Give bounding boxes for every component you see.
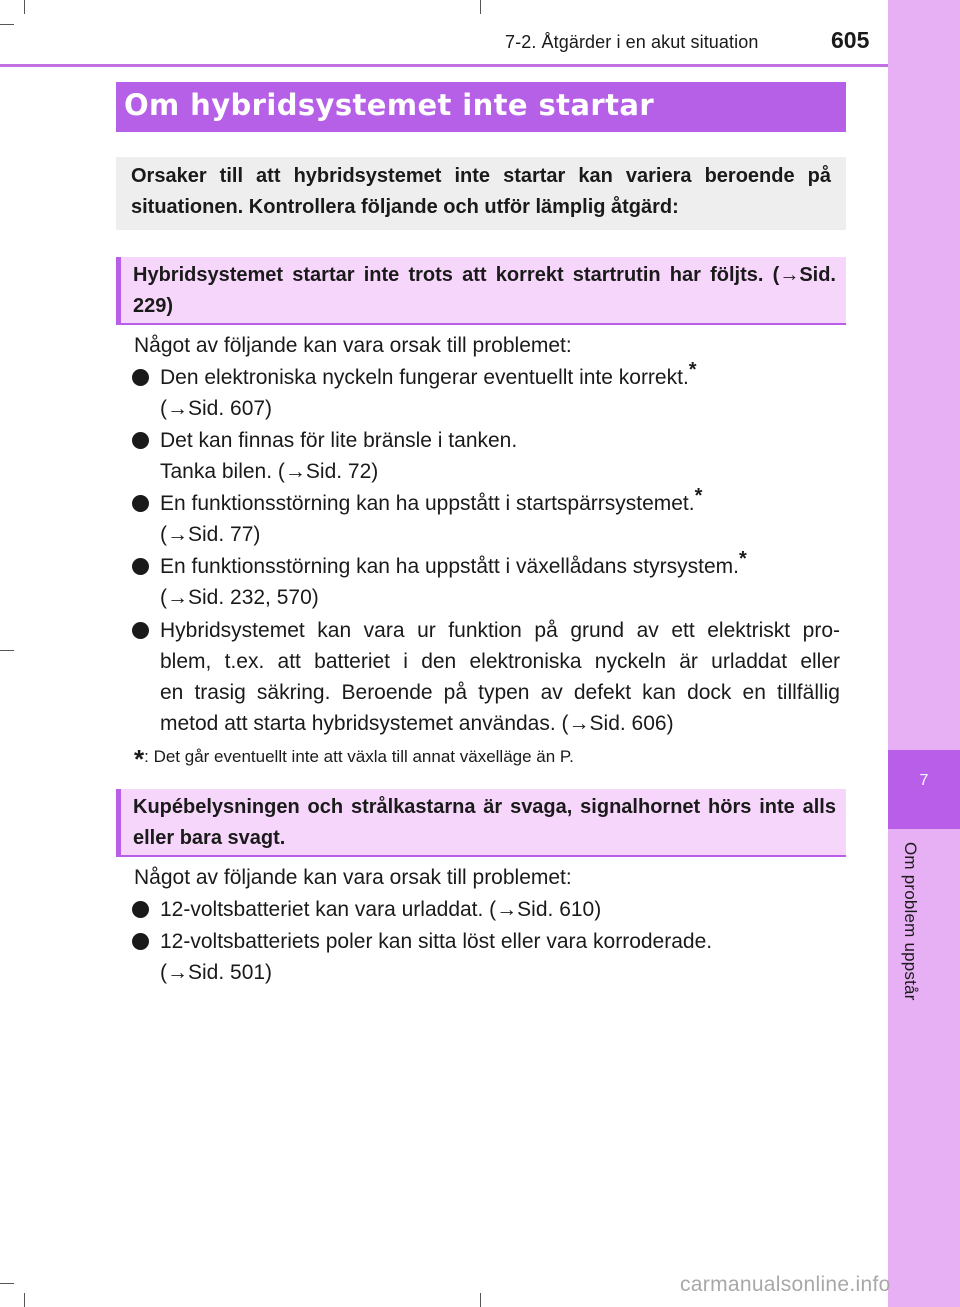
section-header: 7-2. Åtgärder i en akut situation [505,32,759,52]
bullet-icon [132,495,149,512]
bullet-icon [132,622,149,639]
watermark: carmanualsonline.info [680,1273,891,1296]
header-divider [0,64,888,67]
bullet-icon [132,432,149,449]
crop-mark [0,24,14,25]
chapter-number: 7 [919,772,929,789]
bullet-icon [132,933,149,950]
bullet-icon [132,901,149,918]
intro-box: Orsaker till att hybridsystemet inte startar kan variera beroende på situationen. Kontrollera följande och utför lämplig åtgärd: [116,157,846,230]
page-number: 605 [831,27,870,53]
page-title: Om hybridsystemet inte startar [124,88,655,122]
crop-mark [0,650,14,651]
chapter-side-tab [888,0,960,1307]
section2-lead: Något av följande kan vara orsak till problemet: [134,866,572,889]
crop-mark [480,0,481,14]
crop-mark [24,0,25,14]
crop-mark [24,1293,25,1307]
page-title-band [116,82,846,132]
bullet-icon [132,369,149,386]
bullet-icon [132,558,149,575]
chapter-title: Om problem uppstår [901,842,920,1001]
section2-heading: Kupébelysningen och strålkastarna är svaga, signalhornet hörs inte alls eller bara svagt. [116,789,846,857]
section1-heading: Hybridsystemet startar inte trots att korrekt startrutin har följts. (→Sid. 229) [116,257,846,325]
crop-mark [0,1283,14,1284]
footnote: *: Det går eventuellt inte att växla till annat växelläge än P. [134,744,574,774]
crop-mark [480,1293,481,1307]
section1-lead: Något av följande kan vara orsak till problemet: [134,334,572,357]
